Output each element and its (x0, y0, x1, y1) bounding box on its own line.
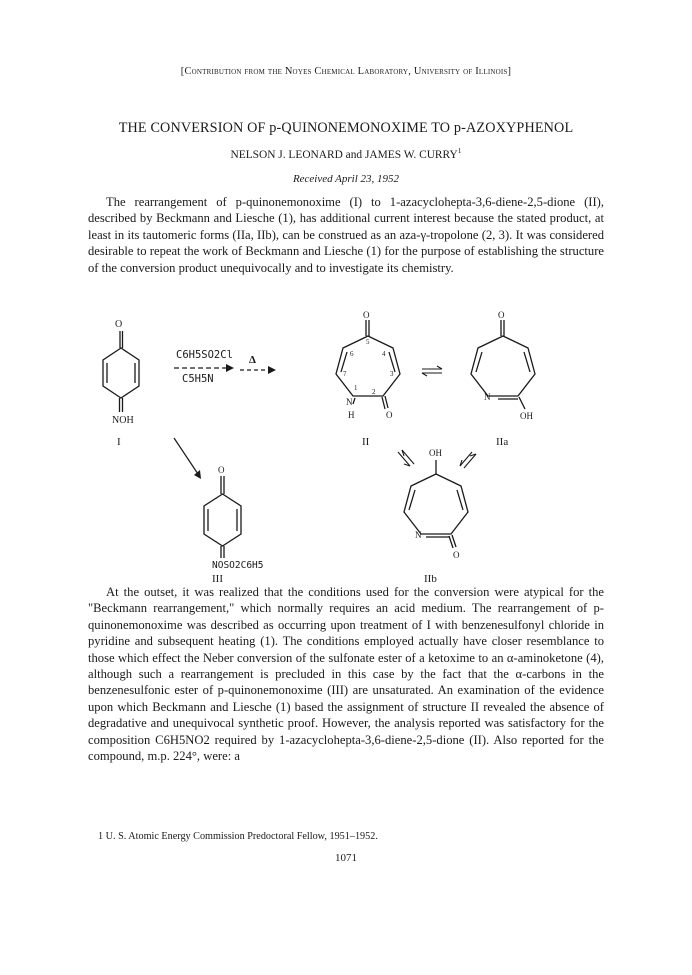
reagent-sulfonyl-chloride: C6H5SO2Cl (176, 349, 233, 361)
arrow-i-to-iii (174, 438, 198, 474)
reagent-arrowhead (226, 364, 234, 372)
ring-number-5: 5 (366, 338, 370, 346)
label-compound-iia: IIa (496, 436, 509, 448)
compound-i-oxygen: O (115, 319, 123, 330)
heat-arrowhead (268, 366, 276, 374)
ring-number-4: 4 (382, 350, 386, 358)
equilibrium-arrow-iia-iib (460, 452, 476, 468)
page-number: 1071 (335, 852, 357, 864)
compound-i-structure (103, 331, 139, 412)
compound-i-noh: NOH (112, 415, 134, 426)
arrowhead-i-to-iii (194, 470, 201, 479)
author-line (88, 146, 604, 161)
compound-iii-sulfonate: NOSO2C6H5 (212, 560, 264, 571)
compound-iib-hydroxyl: OH (429, 448, 442, 458)
author-names: NELSON J. LEONARD and JAMES W. CURRY (230, 149, 458, 161)
contribution-header: [Contribution from the Noyes Chemical Laboratory, University of Illinois] (180, 66, 512, 77)
footnote: 1 U. S. Atomic Energy Commission Predoctoral Fellow, 1951–1952. (98, 831, 378, 842)
label-compound-i: I (117, 436, 121, 448)
reagent-pyridine: C5H5N (182, 373, 214, 385)
compound-iib-oxygen: O (453, 550, 460, 560)
equilibrium-arrow-ii-iia (422, 366, 442, 376)
label-compound-ii: II (362, 436, 370, 448)
compound-ii-structure (336, 320, 400, 409)
reaction-scheme (88, 308, 604, 584)
compound-iii-oxygen: O (218, 465, 225, 475)
ring-number-2: 2 (372, 388, 376, 396)
compound-iib-nitrogen: N (415, 530, 422, 540)
compound-iia-nitrogen: N (484, 392, 491, 402)
label-compound-iib: IIb (424, 573, 437, 584)
compound-ii-hydrogen: H (348, 410, 355, 420)
compound-iii-structure (204, 476, 241, 558)
heat-symbol: Δ (249, 354, 256, 366)
article-title: THE CONVERSION OF p-QUINONEMONOXIME TO p-AZOXYPHENOL (118, 120, 574, 136)
equilibrium-arrow-ii-iib (398, 450, 414, 466)
ring-number-7: 7 (343, 370, 347, 378)
author-footnote-mark: 1 (457, 146, 462, 156)
compound-iia-hydroxyl: OH (520, 411, 533, 421)
compound-iib-structure (404, 460, 468, 548)
received-date: Received April 23, 1952 (292, 173, 400, 185)
discussion-paragraph: At the outset, it was realized that the conditions used for the conversion were atypical for the "Beckmann rearrangement," which normally requires an acid medium. The rearrangement of p-quinonemonoxime was described as occurring upon treatment of I with benzenesulfonyl chloride in pyridine and subsequent heating (1). The conditions employed actually have closer resemblance to those which effect the Neber conversion of the sulfonate ester of a ketoxime to an α-aminoketone (4), although such a rearrangement is precluded in this case by the fact that the α-carbons in the benzenesulfonic ester of p-quinonemonoxime (III) are unsaturated. An examination of the evidence upon which Beckmann and Liesche (1) based the assignment of structure II revealed the absence of degradative and unequivocal synthetic proof. However, the analysis reported was satisfactory for the composition C6H5NO2 required by 1-azacyclohepta-3,6-diene-2,5-dione (II). Also reported for the compound, m.p. 224°, were: a (88, 585, 604, 764)
compound-ii-oxygen-bottom: O (386, 410, 393, 420)
ring-number-1: 1 (354, 384, 358, 392)
compound-ii-nitrogen: N (346, 397, 353, 407)
label-compound-iii: III (212, 573, 223, 584)
ring-number-3: 3 (390, 370, 394, 378)
compound-iia-structure (471, 320, 535, 409)
compound-iia-oxygen: O (498, 310, 505, 320)
ring-number-6: 6 (350, 350, 354, 358)
compound-ii-oxygen-top: O (363, 310, 370, 320)
intro-paragraph: The rearrangement of p-quinonemonoxime (I) to 1-azacyclohepta-3,6-diene-2,5-dione (II), described by Beckmann and Liesche (1), has additional current interest because the stated product, at least in its tautomeric forms (IIa, IIb), can be construed as an aza-γ-tropolone (2, 3). It was considered desirable to repeat the work of Beckmann and Liesche (1) for the purpose of establishing the structure of the conversion product unequivocally and to investigate its chemistry. (88, 195, 604, 275)
